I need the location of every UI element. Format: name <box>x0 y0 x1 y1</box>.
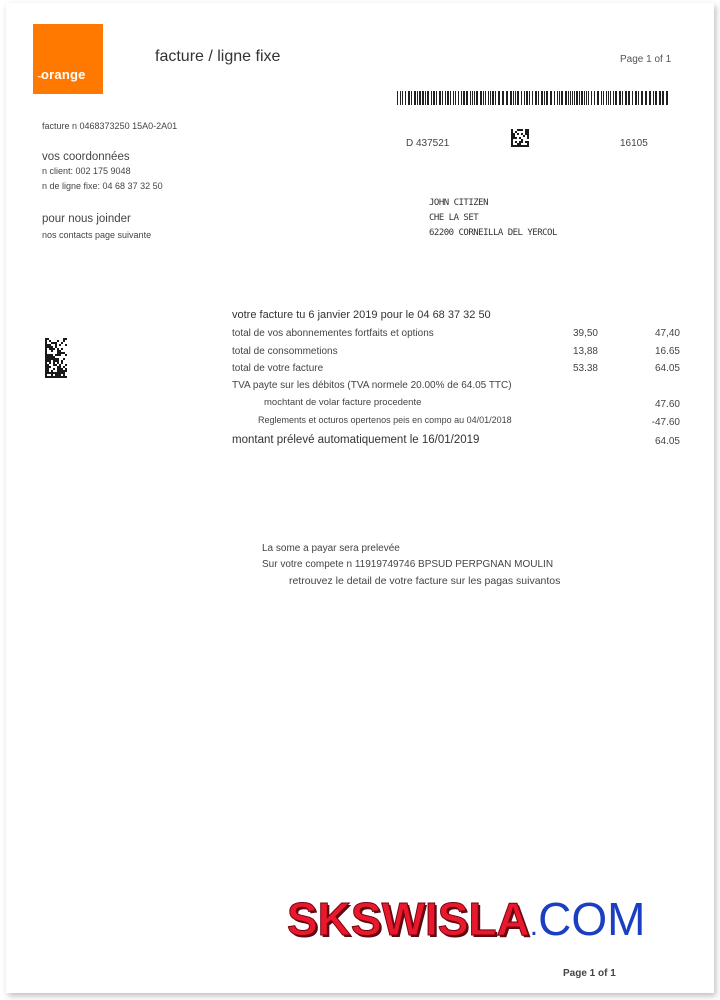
bill-row-ht: 13,88 <box>572 346 598 357</box>
datamatrix-icon <box>45 338 67 378</box>
page-indicator-top: Page 1 of 1 <box>620 54 672 65</box>
watermark-suffix: COM <box>538 893 646 945</box>
orange-logo <box>33 24 103 94</box>
contact-heading: vos coordonnées <box>42 151 130 163</box>
join-heading: pour nous joinder <box>42 213 131 225</box>
bill-row-ht: 39,50 <box>572 328 598 339</box>
watermark-main: SKSWISLA <box>287 893 530 945</box>
total-debit-label: montant prélevé automatiquement le 16/01/2019 <box>232 434 480 446</box>
recipient-city: 62200 CORNEILLA DEL YERCOL <box>429 228 557 238</box>
bill-row-label: total de vos abonnementes fortfaits et options <box>232 328 434 339</box>
client-number: n client: 002 175 9048 <box>42 166 131 176</box>
page-indicator-bottom: Page 1 of 1 <box>563 968 616 979</box>
document-code: D 437521 <box>406 138 450 149</box>
total-debit-value: 64.05 <box>654 436 680 447</box>
recipient-street: CHE LA SET <box>429 213 479 223</box>
payment-note-line2: Sur votre compete n 11919749746 BPSUD PERPGNAN MOULIN <box>262 559 554 570</box>
qr-code-icon <box>511 129 530 148</box>
bill-row-ttc: 64.05 <box>654 363 680 374</box>
barcode-icon <box>397 91 669 105</box>
bill-row-label: total de consommetions <box>232 346 338 357</box>
invoice-reference: facture n 0468373250 15A0-2A01 <box>42 121 178 131</box>
bill-row-ttc: 47,40 <box>654 328 680 339</box>
tva-note: TVA payte sur les débitos (TVA normele 20.00% de 64.05 TTC) <box>232 380 512 391</box>
document-title: facture / ligne fixe <box>155 48 281 65</box>
bill-heading: votre facture tu 6 janvier 2019 pour le 04 68 37 32 50 <box>232 309 491 321</box>
line-number: n de ligne fixe: 04 68 37 32 50 <box>42 181 163 191</box>
payment-note-line3: retrouvez le detail de votre facture sur les pagas suivantos <box>289 575 561 587</box>
previous-invoice-label: mochtant de volar facture procedente <box>264 397 422 408</box>
bill-row-ht: 53.38 <box>572 363 598 374</box>
payment-note-line1: La some a payar sera prelevée <box>262 543 400 554</box>
bill-row-label: total de votre facture <box>232 363 324 374</box>
recipient-name: JOHN CITIZEN <box>429 198 489 208</box>
previous-invoice-value: 47.60 <box>654 399 680 410</box>
logo-text: orange <box>41 67 86 82</box>
trademark-mark: ™ <box>37 75 43 82</box>
postal-code-right: 16105 <box>620 138 648 149</box>
settlement-label: Reglements et octuros opertenos peis en compo au 04/01/2018 <box>258 415 512 425</box>
settlement-value: -47.60 <box>651 417 680 428</box>
join-text: nos contacts page suivante <box>42 230 152 240</box>
watermark-logo <box>287 892 645 946</box>
bill-row-ttc: 16.65 <box>654 346 680 357</box>
watermark-dot: . <box>529 909 539 942</box>
